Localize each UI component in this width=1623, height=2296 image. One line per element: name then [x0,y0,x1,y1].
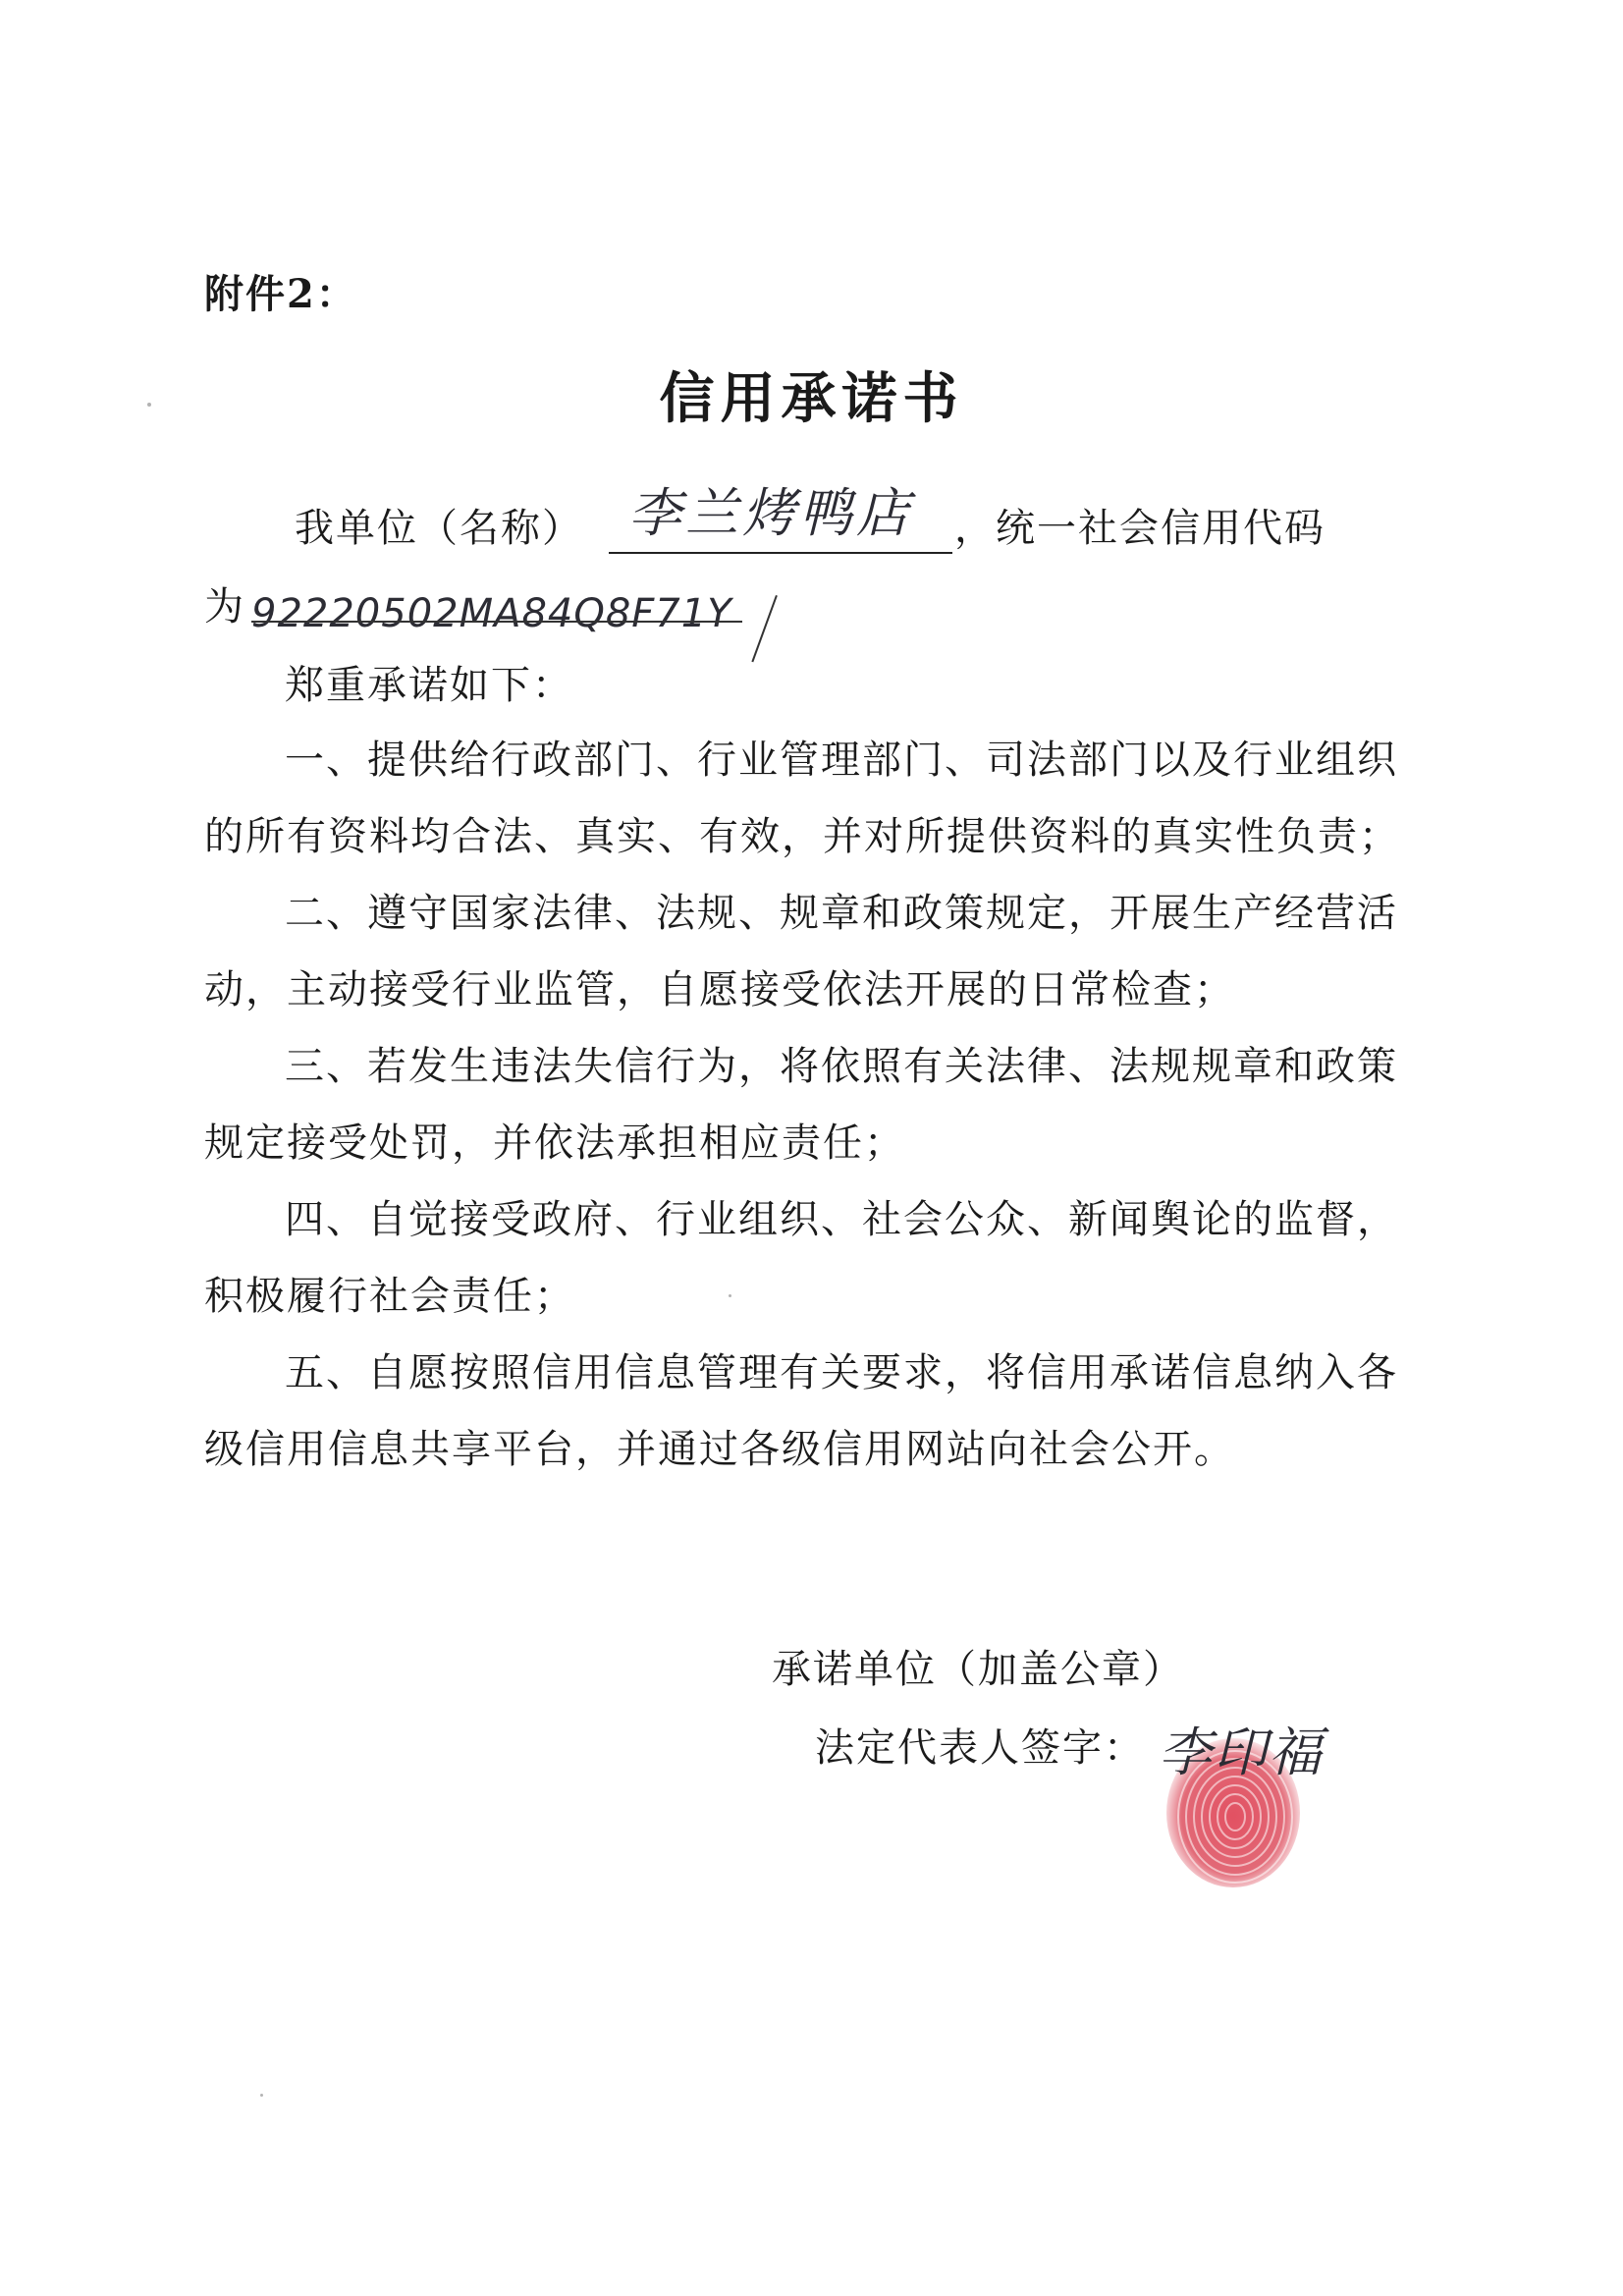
handwritten-credit-code: 92220502MA84Q8F71Y [251,591,732,636]
clause-1-line-1: 一、提供给行政部门、行业管理部门、司法部门以及行业组织 [285,738,1398,783]
unit-seal-label: 承诺单位（加盖公章） [772,1647,1184,1692]
unit-name-prefix: 我单位（名称） [295,506,583,551]
handwritten-signature: 李印福 [1159,1722,1324,1783]
credit-code-prefix: 为 [204,584,245,629]
legal-rep-signature-label: 法定代表人签字： [815,1725,1145,1771]
clause-1-line-2: 的所有资料均合法、真实、有效，并对所提供资料的真实性负责； [204,814,1400,859]
scan-speck [147,403,151,407]
clause-2-line-2: 动，主动接受行业监管，自愿接受依法开展的日常检查； [204,967,1235,1012]
clause-5-line-1: 五、自愿按照信用信息管理有关要求，将信用承诺信息纳入各 [285,1350,1398,1395]
scan-speck [260,2094,263,2097]
clause-3-line-2: 规定接受处罚，并依法承担相应责任； [204,1121,905,1166]
credit-code-pen-stroke [751,595,778,662]
pledge-intro: 郑重承诺如下： [285,663,573,708]
credit-code-strike-line [251,621,742,623]
clause-3-line-1: 三、若发生违法失信行为，将依照有关法律、法规规章和政策 [285,1044,1398,1089]
handwritten-unit-name: 李兰烤鸭店 [628,482,913,544]
document-title: 信用承诺书 [659,366,964,431]
unit-name-underline [609,552,952,554]
scan-speck [729,1294,731,1297]
clause-4-line-1: 四、自觉接受政府、行业组织、社会公众、新闻舆论的监督， [285,1197,1398,1242]
clause-2-line-1: 二、遵守国家法律、法规、规章和政策规定，开展生产经营活 [285,891,1398,936]
credit-code-label: ，统一社会信用代码 [954,506,1325,551]
clause-4-line-2: 积极履行社会责任； [204,1274,575,1319]
attachment-label: 附件2： [204,271,357,317]
clause-5-line-2: 级信用信息共享平台，并通过各级信用网站向社会公开。 [204,1427,1235,1472]
